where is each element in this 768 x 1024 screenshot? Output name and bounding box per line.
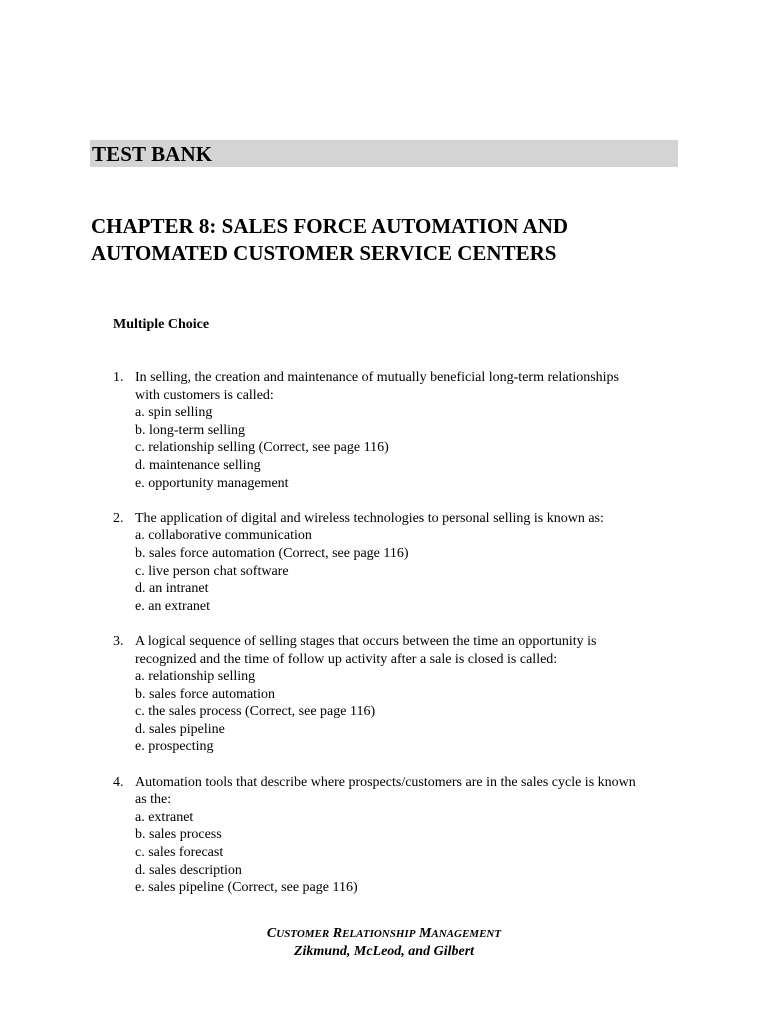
answer-option: b. sales process bbox=[135, 827, 222, 843]
footer-authors: Zikmund, McLeod, and Gilbert bbox=[293, 944, 475, 959]
question-stem-line: as the: bbox=[135, 792, 172, 808]
question-number: 2. bbox=[113, 510, 124, 526]
question-stem bbox=[135, 774, 693, 809]
question-stem-line: The application of digital and wireless technologies to personal selling is known as: bbox=[135, 510, 604, 526]
answer-option: c. sales forecast bbox=[135, 845, 224, 861]
question-number: 4. bbox=[113, 774, 124, 790]
answer-option: e. opportunity management bbox=[135, 475, 289, 491]
answer-option-correct: c. the sales process (Correct, see page 116) bbox=[135, 704, 376, 720]
answer-option: d. an intranet bbox=[135, 581, 209, 597]
answer-option: d. maintenance selling bbox=[135, 457, 261, 473]
banner-title: TEST BANK bbox=[92, 142, 213, 166]
question-item bbox=[113, 774, 693, 897]
answer-option-correct: e. sales pipeline (Correct, see page 116) bbox=[135, 880, 358, 896]
answer-option: d. sales description bbox=[135, 862, 242, 878]
question-stem bbox=[135, 510, 693, 528]
answer-option: a. spin selling bbox=[135, 405, 213, 421]
question-stem bbox=[135, 369, 693, 404]
question-stem-line: In selling, the creation and maintenance of mutually beneficial long-term relationships bbox=[135, 370, 620, 385]
footer-book-title: CUSTOMER RELATIONSHIP MANAGEMENT bbox=[266, 926, 502, 941]
question-stem bbox=[135, 633, 693, 668]
answer-option: e. an extranet bbox=[135, 598, 211, 614]
chapter-title-line-2: AUTOMATED CUSTOMER SERVICE CENTERS bbox=[91, 241, 557, 265]
answer-option: c. live person chat software bbox=[135, 563, 289, 579]
answer-option: a. relationship selling bbox=[135, 669, 256, 685]
question-item bbox=[113, 510, 693, 616]
answer-option: e. prospecting bbox=[135, 739, 214, 755]
question-number: 3. bbox=[113, 633, 124, 649]
question-item bbox=[113, 633, 693, 756]
test-bank-banner bbox=[90, 140, 678, 167]
question-item bbox=[113, 369, 693, 492]
answer-option-correct: c. relationship selling (Correct, see page 116) bbox=[135, 440, 389, 456]
answer-option-correct: b. sales force automation (Correct, see page 116) bbox=[135, 545, 409, 561]
chapter-title bbox=[91, 213, 691, 267]
answer-option: b. sales force automation bbox=[135, 686, 275, 702]
section-heading: Multiple Choice bbox=[113, 317, 210, 332]
question-stem-line: with customers is called: bbox=[135, 387, 274, 403]
question-list bbox=[113, 369, 693, 914]
chapter-title-line-1: CHAPTER 8: SALES FORCE AUTOMATION AND bbox=[91, 214, 569, 238]
question-stem-line: recognized and the time of follow up activity after a sale is closed is called: bbox=[135, 651, 558, 667]
answer-option: b. long-term selling bbox=[135, 422, 246, 438]
page-footer bbox=[0, 925, 768, 961]
answer-option: a. extranet bbox=[135, 809, 194, 825]
question-number: 1. bbox=[113, 370, 124, 385]
question-stem-line: Automation tools that describe where prospects/customers are in the sales cycle is known bbox=[135, 774, 636, 790]
answer-option: d. sales pipeline bbox=[135, 721, 225, 737]
question-stem-line: A logical sequence of selling stages that occurs between the time an opportunity is bbox=[135, 633, 597, 649]
answer-option: a. collaborative communication bbox=[135, 528, 312, 544]
